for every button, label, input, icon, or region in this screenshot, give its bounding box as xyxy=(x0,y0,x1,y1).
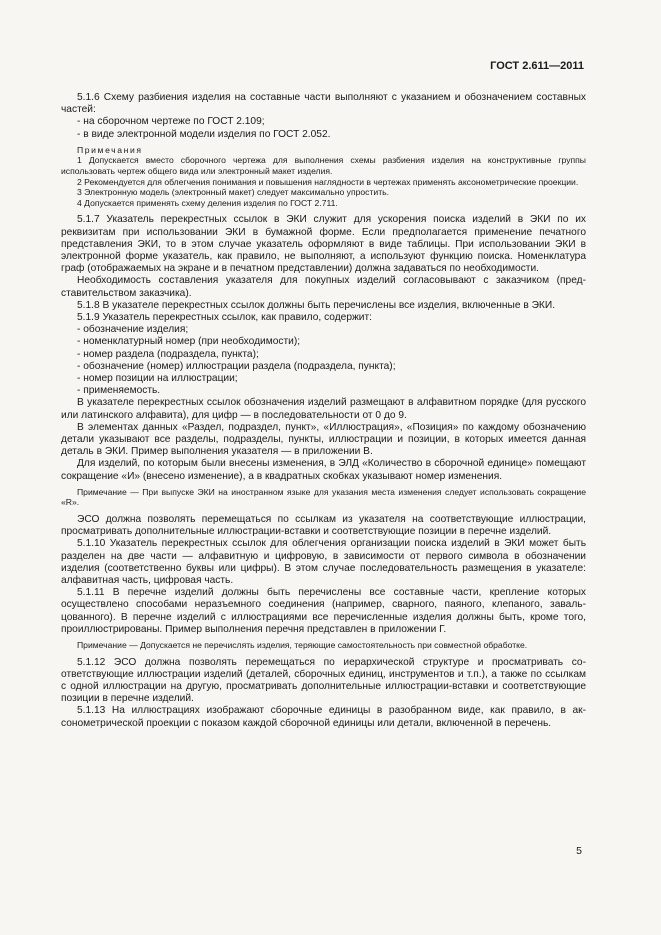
body-paragraph: 5.1.12 ЭСО должна позволять перемещаться по иерархической структуре и просматривать соответствующие иллюстрации изделий (деталей, сборочных единиц, инструментов и т.п.), а также по ссылкам с одной иллюстрации на другую, просматривать дополнительные иллюстрации-вставки и соответствующие позиции в перечне изделий. xyxy=(61,656,586,705)
body-paragraph: В указателе перекрестных ссылок обозначения изделий размещают в алфавитном порядке (для русского или латинского алфавита), для цифр — в последовательности от 0 до 9. xyxy=(61,397,586,421)
body-paragraph: 5.1.11 В перечне изделий должны быть перечислены все составные части, крепление которых осуществлено способами неразъемного соединения (например, сварного, паяного, клепаного, завальцованного). В перечне изделий с иллюстрациями все перечисленные изделия должны быть, кроме того, проиллюстрированы. Пример выполнения перечня представлен в приложении Г. xyxy=(61,587,586,635)
note-paragraph: 4 Допускается применять схему деления изделия по ГОСТ 2.711. xyxy=(77,197,338,208)
body-paragraph: - номенклатурный номер (при необходимости); xyxy=(77,336,301,348)
body-paragraph: - обозначение (номер) иллюстрации раздела (подраздела, пункта); xyxy=(77,360,396,372)
page-number: 5 xyxy=(576,845,582,857)
note-paragraph: Примечания xyxy=(77,144,143,155)
body-paragraph: - номер раздела (подраздела, пункта); xyxy=(77,348,259,360)
body-paragraph: 5.1.9 Указатель перекрестных ссылок, как правило, содержит: xyxy=(77,312,372,323)
body-paragraph: - в виде электронной модели изделия по ГОСТ 2.052. xyxy=(77,128,331,140)
note-paragraph: 2 Рекомендуется для облегчения понимания и повышения наглядности в чертежах применять аксонометрические проекции. xyxy=(77,176,579,187)
body-paragraph: - обозначение изделия; xyxy=(77,324,189,336)
note-paragraph: 3 Электронную модель (электронный макет) следует максимально упростить. xyxy=(77,187,390,198)
body-paragraph: ЭСО должна позволять перемещаться по ссылкам из указателя на соответствующие иллюстрации, просматривать дополнительные иллюстрации-вставки и соответствующие позиции в перечне изделий. xyxy=(61,514,586,538)
note-paragraph: Примечание — Допускается не перечислять изделия, теряющие самостоятельность при совместной обработке. xyxy=(77,640,528,651)
body-paragraph: - применяемость. xyxy=(77,385,161,397)
body-paragraph: 5.1.8 В указателе перекрестных ссылок должны быть перечислены все изделия, включенные в ЭКИ. xyxy=(77,299,556,311)
body-paragraph: Для изделий, по которым были внесены изменения, в ЭЛД «Количество в сборочной единице» помещают сокращение «И» (внесено изменение), а в квадратных скобках указывают номер изменения. xyxy=(61,458,586,482)
body-paragraph: 5.1.13 На иллюстрациях изображают сборочные единицы в разобранном виде, как правило, в аксонометрической проекции с показом каждой сборочной единицы или детали, включенной в перечень. xyxy=(61,705,586,729)
standard-header: ГОСТ 2.611—2011 xyxy=(490,60,584,72)
body-paragraph: В элементах данных «Раздел, подраздел, пункт», «Иллюстрация», «Позиция» по каждому обозначению детали указывают все разделы, подразделы, пункты, иллюстрации и позиции, в которых имеется данная деталь в ЭКИ. Пример выполнения указателя — в приложении В. xyxy=(61,421,586,458)
note-paragraph: 1 Допускается вместо сборочного чертежа для выполнения схемы разбиения изделия на конструктивные группы использовать чертеж общего вида или электронный макет изделия. xyxy=(61,155,586,176)
body-paragraph: - на сборочном чертеже по ГОСТ 2.109; xyxy=(77,116,265,128)
body-paragraph: - номер позиции на иллюстрации; xyxy=(77,373,238,385)
body-paragraph: Необходимость составления указателя для покупных изделий согласовывают с заказчиком (представительством заказчика). xyxy=(61,275,586,299)
note-paragraph: Примечание — При выпуске ЭКИ на иностранном языке для указания места изменения следует использовать сокращение «R». xyxy=(61,486,586,508)
body-paragraph: 5.1.10 Указатель перекрестных ссылок для облегчения организации поиска изделий в ЭКИ может быть разделен на две части — алфавитную и цифровую, в зависимости от первого символа в обозначении изделия (соответственно буквы или цифры). В этом случае последовательность размещения в указателе: алфавитная часть, цифровая часть. xyxy=(61,538,586,587)
body-paragraph: 5.1.6 Схему разбиения изделия на составные части выполняют с указанием и обозначением составных частей: xyxy=(61,92,586,116)
body-paragraph: 5.1.7 Указатель перекрестных ссылок в ЭКИ служит для ускорения поиска изделий в ЭКИ по их реквизитам при использовании ЭКИ в бумажной форме. Если предполагается применение печатного представления ЭКИ, то в этом случае указатель оформляют в виде таблицы. При использовании ЭКИ в электронной форме указатель, как правило, не выполняют, а используют функцию поиска. Номенклатура граф (отображаемых на экране и в печатном представлении) должна задаваться по необходимости. xyxy=(61,214,586,275)
document-body xyxy=(61,92,586,730)
